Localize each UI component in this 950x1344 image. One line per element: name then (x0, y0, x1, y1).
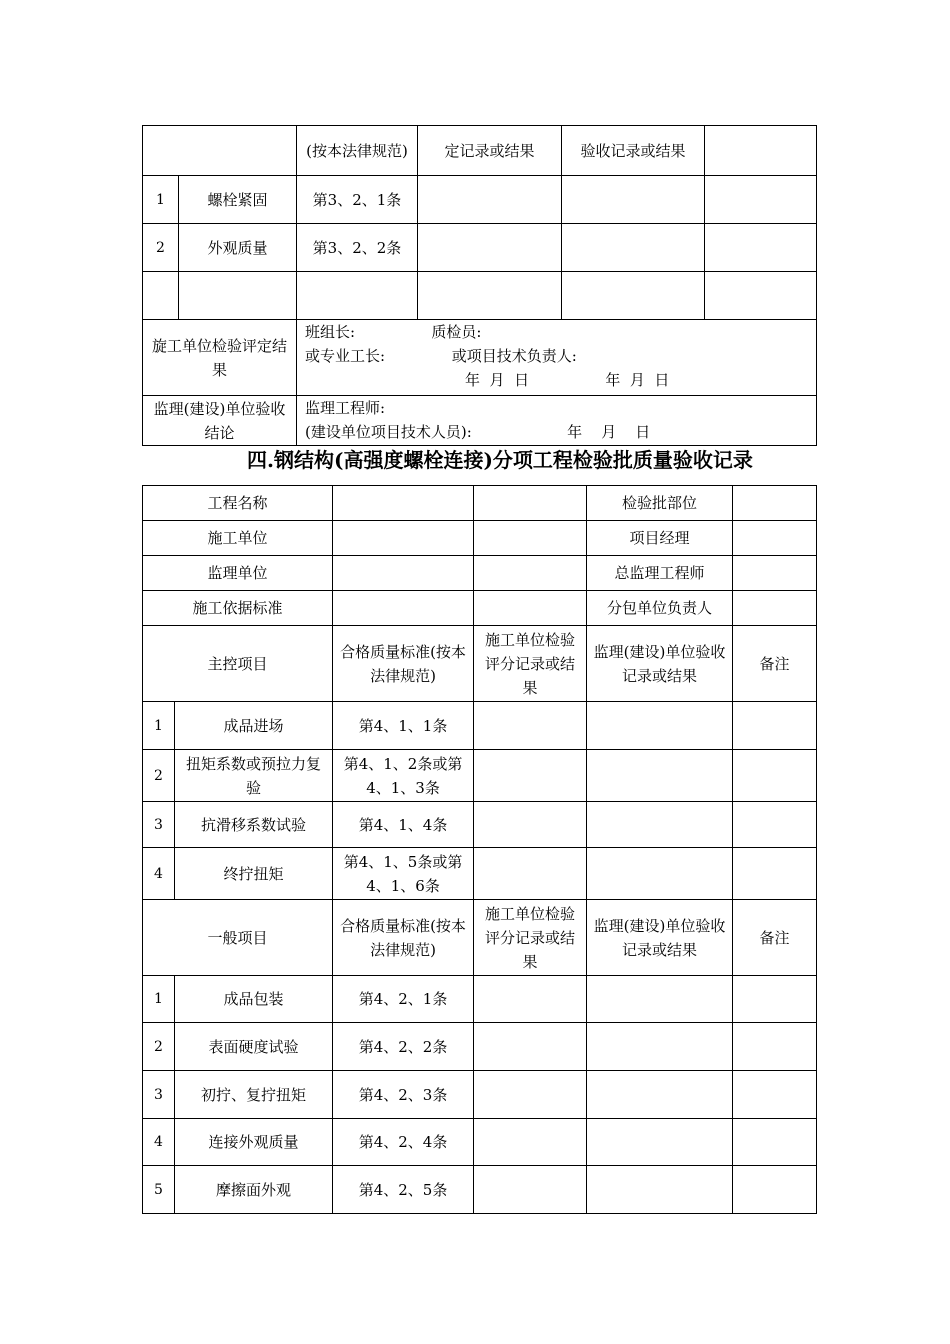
table-cell (705, 176, 817, 224)
table-cell (733, 802, 817, 848)
table-cell (474, 1119, 587, 1166)
table-row (143, 848, 817, 900)
table-cell (474, 1023, 587, 1071)
table-cell (179, 272, 297, 320)
main-items-header: 主控项目 (143, 626, 333, 702)
table-row (143, 272, 817, 320)
table-row (143, 900, 817, 976)
clause: 第4、2、3条 (333, 1071, 474, 1119)
table-cell (333, 486, 474, 521)
supervision-conclusion-label: 监理(建设)单位验收结论 (143, 396, 297, 446)
table-cell (733, 486, 817, 521)
table-row (143, 1023, 817, 1071)
table-cell (705, 126, 817, 176)
row-number: 1 (143, 176, 179, 224)
row-number: 3 (143, 802, 175, 848)
table-cell (705, 272, 817, 320)
table-cell (474, 976, 587, 1023)
clause: 第4、1、4条 (333, 802, 474, 848)
table-cell (474, 556, 587, 591)
clause: 第4、1、2条或第4、1、3条 (333, 750, 474, 802)
table-cell (733, 1071, 817, 1119)
supervision-signature-block (297, 396, 817, 446)
item-name: 外观质量 (179, 224, 297, 272)
table-cell (733, 591, 817, 626)
table-row (143, 486, 817, 521)
item-name: 摩擦面外观 (175, 1166, 333, 1214)
table-row (143, 521, 817, 556)
batch-location-label: 检验批部位 (587, 486, 733, 521)
inspection-record-table (142, 485, 817, 1214)
project-manager-label: 项目经理 (587, 521, 733, 556)
clause: 第4、2、4条 (333, 1119, 474, 1166)
table-cell (733, 976, 817, 1023)
table-row (143, 750, 817, 802)
table-row (143, 591, 817, 626)
clause: 第3、2、1条 (297, 176, 418, 224)
table-cell (418, 176, 562, 224)
table-row (143, 626, 817, 702)
table-cell (562, 176, 705, 224)
table-cell (733, 750, 817, 802)
construction-result-label: 旋工单位检验评定结果 (143, 320, 297, 396)
table-cell (587, 750, 733, 802)
table-cell (333, 591, 474, 626)
table-cell (733, 848, 817, 900)
remark-header: 备注 (733, 626, 817, 702)
item-name: 连接外观质量 (175, 1119, 333, 1166)
construction-unit-label: 施工单位 (143, 521, 333, 556)
remark-header: 备注 (733, 900, 817, 976)
standard-header: 合格质量标准(按本法律规范) (333, 626, 474, 702)
table-cell (733, 1119, 817, 1166)
item-name: 初拧、复拧扭矩 (175, 1071, 333, 1119)
construction-header: 施工单位检验评分记录或结果 (474, 626, 587, 702)
signature-line: (建设单位项目技术人员): 年 月 日 (305, 423, 651, 441)
table-row (143, 802, 817, 848)
table-cell (143, 272, 179, 320)
table-cell (474, 521, 587, 556)
item-name: 扭矩系数或预拉力复验 (175, 750, 333, 802)
item-name: 螺栓紧固 (179, 176, 297, 224)
table-row (143, 396, 817, 446)
table-cell (733, 556, 817, 591)
item-name: 终拧扭矩 (175, 848, 333, 900)
row-number: 4 (143, 1119, 175, 1166)
date-line: 年 月 日 年 月 日 (465, 371, 670, 389)
row-number: 5 (143, 1166, 175, 1214)
row-number: 4 (143, 848, 175, 900)
standard-header: (按本法律规范) (297, 126, 418, 176)
table-cell (587, 848, 733, 900)
signature-line: 监理工程师: (305, 399, 386, 417)
table-row (143, 556, 817, 591)
clause: 第3、2、2条 (297, 224, 418, 272)
supervision-unit-label: 监理单位 (143, 556, 333, 591)
supervision-header: 监理(建设)单位验收记录或结果 (587, 900, 733, 976)
table-row (143, 1119, 817, 1166)
item-name: 成品包装 (175, 976, 333, 1023)
table-cell (587, 802, 733, 848)
table-cell (587, 1119, 733, 1166)
table-cell (474, 848, 587, 900)
table-row (143, 126, 817, 176)
row-number: 1 (143, 976, 175, 1023)
construction-header: 定记录或结果 (418, 126, 562, 176)
table-cell (587, 1023, 733, 1071)
chief-engineer-label: 总监理工程师 (587, 556, 733, 591)
row-number: 2 (143, 750, 175, 802)
table-row (143, 1166, 817, 1214)
clause: 第4、2、2条 (333, 1023, 474, 1071)
table-row (143, 976, 817, 1023)
row-number: 2 (143, 224, 179, 272)
item-name: 抗滑移系数试验 (175, 802, 333, 848)
table-cell (587, 976, 733, 1023)
clause: 第4、1、1条 (333, 702, 474, 750)
construction-signature-block (297, 320, 817, 396)
table-cell (474, 802, 587, 848)
table-cell (474, 750, 587, 802)
table-cell (562, 272, 705, 320)
previous-record-table (142, 125, 817, 446)
clause: 第4、1、5条或第4、1、6条 (333, 848, 474, 900)
table-cell (733, 1166, 817, 1214)
row-number: 1 (143, 702, 175, 750)
standard-basis-label: 施工依据标准 (143, 591, 333, 626)
item-name: 成品进场 (175, 702, 333, 750)
table-cell (474, 1166, 587, 1214)
standard-header: 合格质量标准(按本法律规范) (333, 900, 474, 976)
clause: 第4、2、5条 (333, 1166, 474, 1214)
table-cell (418, 272, 562, 320)
table-cell (587, 1071, 733, 1119)
construction-header: 施工单位检验评分记录或结果 (474, 900, 587, 976)
table-cell (733, 1023, 817, 1071)
table-row (143, 1071, 817, 1119)
item-name: 表面硬度试验 (175, 1023, 333, 1071)
table-cell (333, 556, 474, 591)
page-title: 四.钢结构(高强度螺栓连接)分项工程检验批质量验收记录 (247, 448, 753, 472)
table-cell (474, 591, 587, 626)
project-name-label: 工程名称 (143, 486, 333, 521)
supervision-header: 验收记录或结果 (562, 126, 705, 176)
subcontractor-label: 分包单位负责人 (587, 591, 733, 626)
table-cell (733, 521, 817, 556)
table-cell (143, 126, 297, 176)
row-number: 2 (143, 1023, 175, 1071)
table-cell (297, 272, 418, 320)
supervision-header: 监理(建设)单位验收记录或结果 (587, 626, 733, 702)
table-cell (733, 702, 817, 750)
table-cell (562, 224, 705, 272)
row-number: 3 (143, 1071, 175, 1119)
table-row (143, 320, 817, 396)
table-cell (333, 521, 474, 556)
table-cell (474, 486, 587, 521)
signature-line: 班组长: 质检员: (305, 323, 482, 341)
table-row (143, 176, 817, 224)
general-items-header: 一般项目 (143, 900, 333, 976)
table-cell (705, 224, 817, 272)
table-cell (587, 702, 733, 750)
clause: 第4、2、1条 (333, 976, 474, 1023)
signature-line: 或专业工长: 或项目技术负责人: (305, 347, 577, 365)
table-cell (418, 224, 562, 272)
table-row (143, 224, 817, 272)
table-cell (587, 1166, 733, 1214)
table-cell (474, 702, 587, 750)
table-cell (474, 1071, 587, 1119)
table-row (143, 702, 817, 750)
